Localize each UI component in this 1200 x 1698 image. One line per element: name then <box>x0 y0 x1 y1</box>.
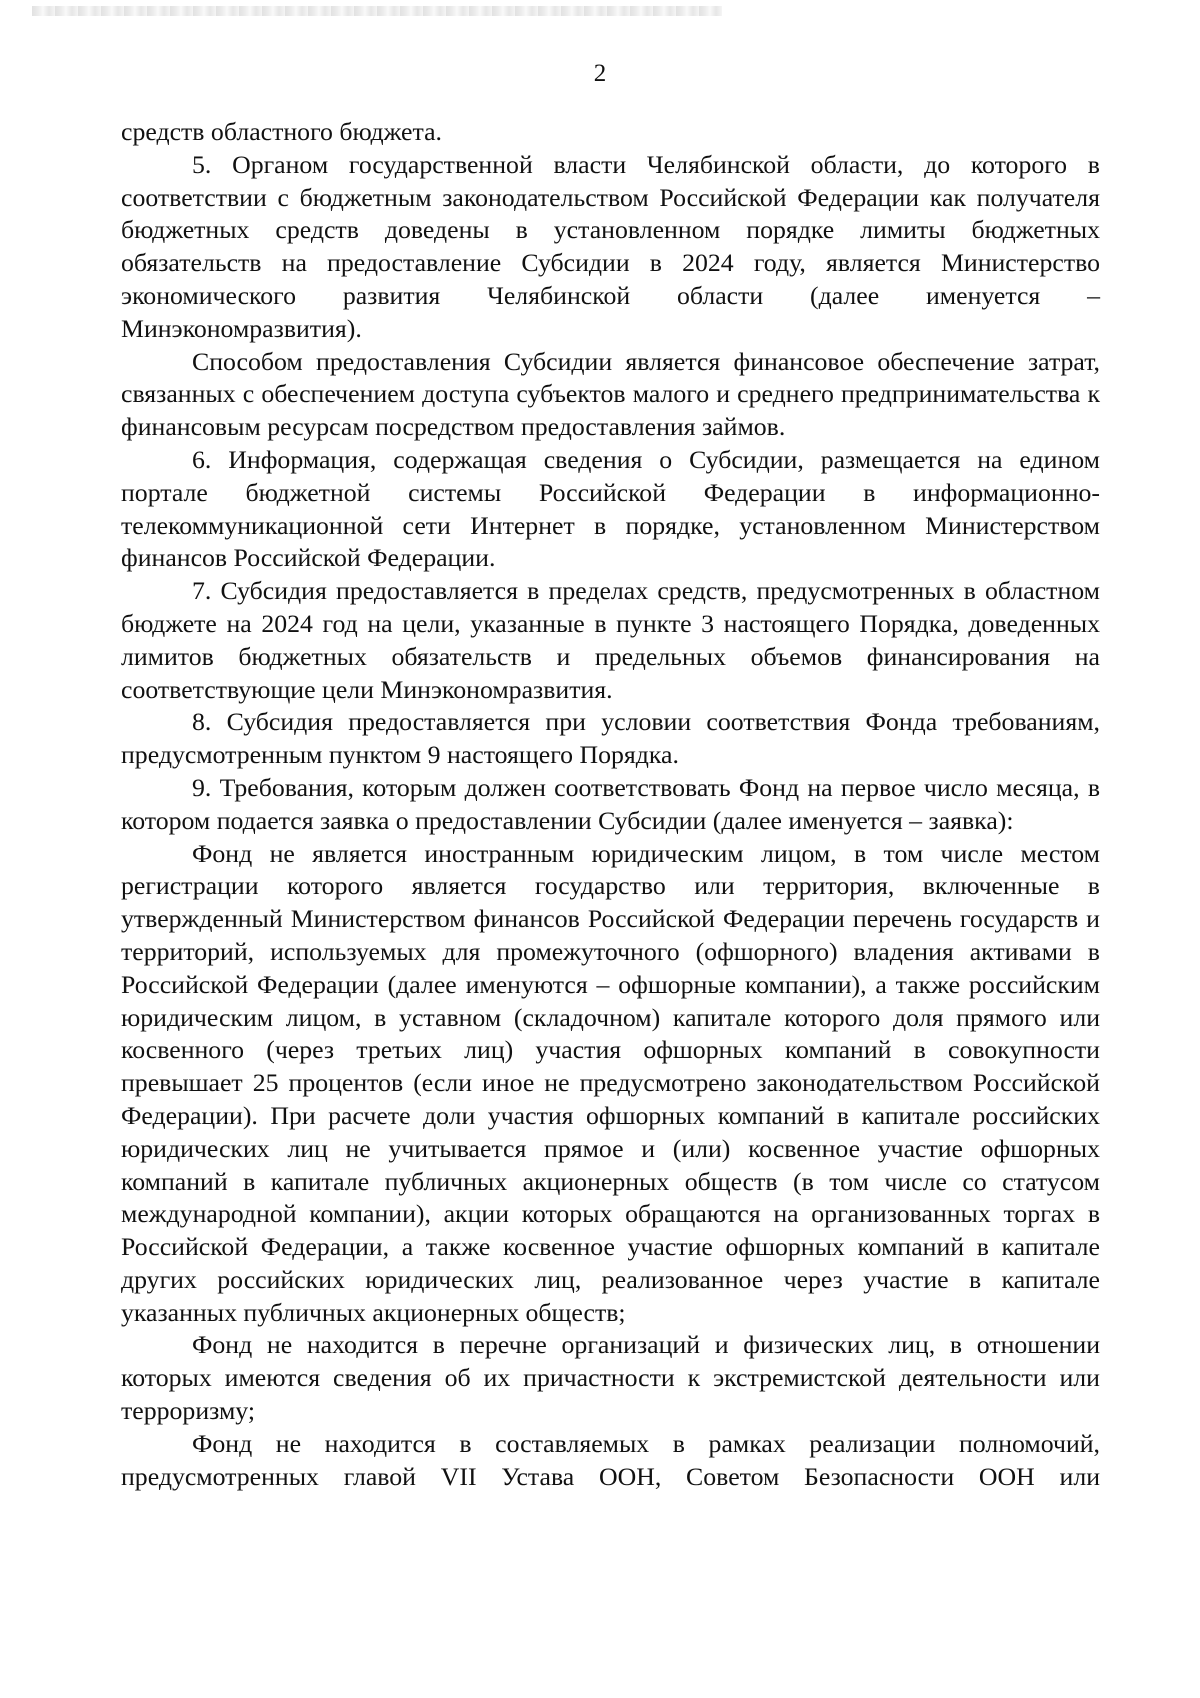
paragraph-continuation: средств областного бюджета. <box>121 117 442 146</box>
page-number: 2 <box>593 60 607 87</box>
paragraph-extremism-requirement: Фонд не находится в перечне организаций и физических лиц, в отношении которых имеются сведения об их причастности к экстремистской деятельности или терроризму; <box>121 1330 1100 1426</box>
paragraph-un-sanctions-requirement: Фонд не находится в составляемых в рамках реализации полномочий, предусмотренных главой VII Устава ООН, Советом Безопасности ООН или <box>121 1428 1100 1491</box>
paragraph-item-5: 5. Органом государственной власти Челябинской области, до которого в соответствии с бюджетным законодательством Российской Федерации как получателя бюджетных средств доведены в установленном порядке лимиты бюджетных обязательств на предоставление Субсидии в 2024 году, является Министерство экономического развития Челябинской области (далее именуется – Минэкономразвития). <box>121 149 1100 343</box>
scan-edge-artifact <box>32 6 722 16</box>
paragraph-item-9: 9. Требования, которым должен соответствовать Фонд на первое число месяца, в котором подается заявка о предоставлении Субсидии (далее именуется – заявка): <box>121 772 1100 835</box>
document-body <box>121 116 1100 1493</box>
paragraph-item-7: 7. Субсидия предоставляется в пределах средств, предусмотренных в областном бюджете на 2024 год на цели, указанные в пункте 3 настоящего Порядка, доведенных лимитов бюджетных обязательств и предельных объемов финансирования на соответствующие цели Минэкономразвития. <box>121 576 1100 704</box>
paragraph-offshore-requirement: Фонд не является иностранным юридическим лицом, в том числе местом регистрации которого является государство или территория, включенные в утвержденный Министерством финансов Российской Федерации перечень государств и территорий, используемых для промежуточного (офшорного) владения активами в Российской Федерации (далее именуются – офшорные компании), а также российским юридическим лицом, в уставном (складочном) капитале которого доля прямого или косвенного (через третьих лиц) участия офшорных компаний в совокупности превышает 25 процентов (если иное не предусмотрено законодательством Российской Федерации). При расчете доли участия офшорных компаний в капитале российских юридических лиц не учитывается прямое и (или) косвенное участие офшорных компаний в капитале публичных акционерных обществ (в том числе со статусом международной компании), акции которых обращаются на организованных торгах в Российской Федерации, а также косвенное участие офшорных компаний в капитале других российских юридических лиц, реализованное через участие в капитале указанных публичных акционерных обществ; <box>121 838 1100 1327</box>
paragraph-subsidy-method: Способом предоставления Субсидии является финансовое обеспечение затрат, связанных с обеспечением доступа субъектов малого и среднего предпринимательства к финансовым ресурсам посредством предоставления займов. <box>121 346 1100 442</box>
paragraph-item-6: 6. Информация, содержащая сведения о Субсидии, размещается на едином портале бюджетной системы Российской Федерации в информационно-телекоммуникационной сети Интернет в порядке, установленном Министерством финансов Российской Федерации. <box>121 444 1100 573</box>
paragraph-item-8: 8. Субсидия предоставляется при условии соответствия Фонда требованиям, предусмотренным пунктом 9 настоящего Порядка. <box>121 707 1100 770</box>
